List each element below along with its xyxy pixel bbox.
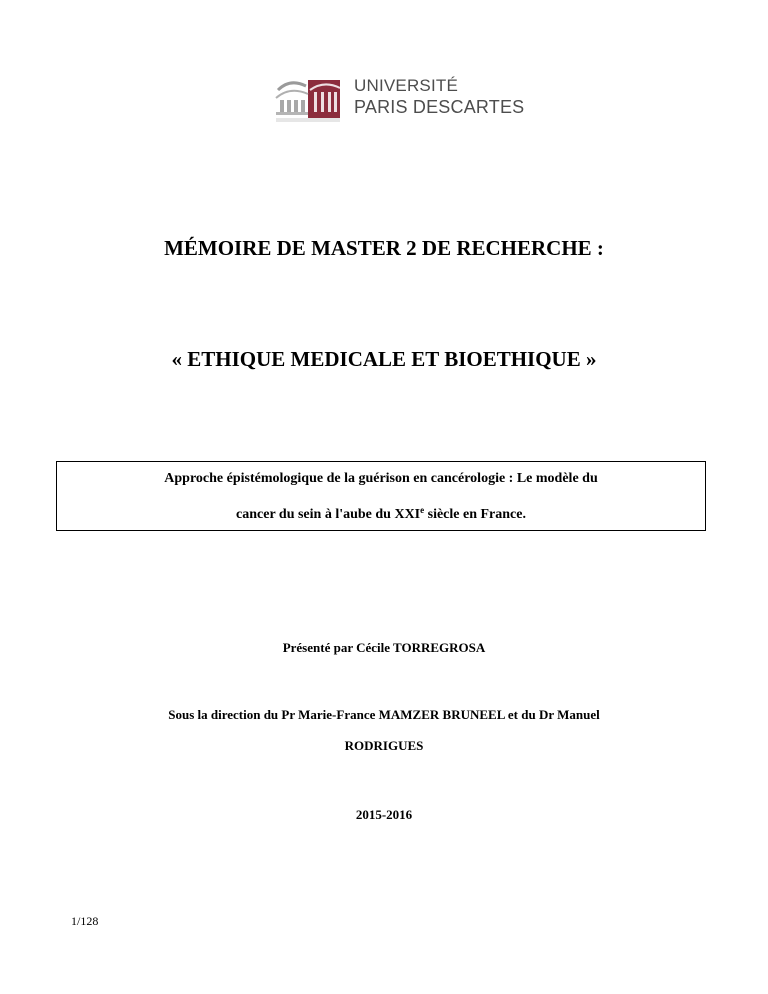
subject-line-2 bbox=[57, 507, 705, 523]
presented-by: Présenté par Cécile TORREGROSA bbox=[282, 640, 486, 655]
logo-line-paris-descartes: PARIS DESCARTES bbox=[354, 97, 525, 117]
page-number: 1/128 bbox=[71, 914, 99, 928]
university-emblem-icon bbox=[272, 76, 344, 124]
subject-line-2-end: siècle en France. bbox=[424, 507, 526, 522]
supervision-line-1: Sous la direction du Pr Marie-France MAMZER BRUNEEL et du Dr Manuel bbox=[168, 707, 600, 722]
university-logo bbox=[272, 74, 525, 126]
subject-line-2-start: cancer du sein à l'aube du XXI bbox=[236, 507, 421, 522]
master-program-title: « ETHIQUE MEDICALE ET BIOETHIQUE » bbox=[171, 347, 597, 371]
supervision-line-2: RODRIGUES bbox=[344, 738, 424, 753]
academic-year: 2015-2016 bbox=[355, 807, 413, 822]
logo-line-university: UNIVERSITÉ bbox=[354, 76, 459, 95]
thesis-title: MÉMOIRE DE MASTER 2 DE RECHERCHE : bbox=[164, 236, 604, 260]
subject-line-1: Approche épistémologique de la guérison en cancérologie : Le modèle du bbox=[164, 471, 598, 486]
subject-box bbox=[56, 461, 706, 531]
century-superscript: e bbox=[420, 505, 425, 515]
